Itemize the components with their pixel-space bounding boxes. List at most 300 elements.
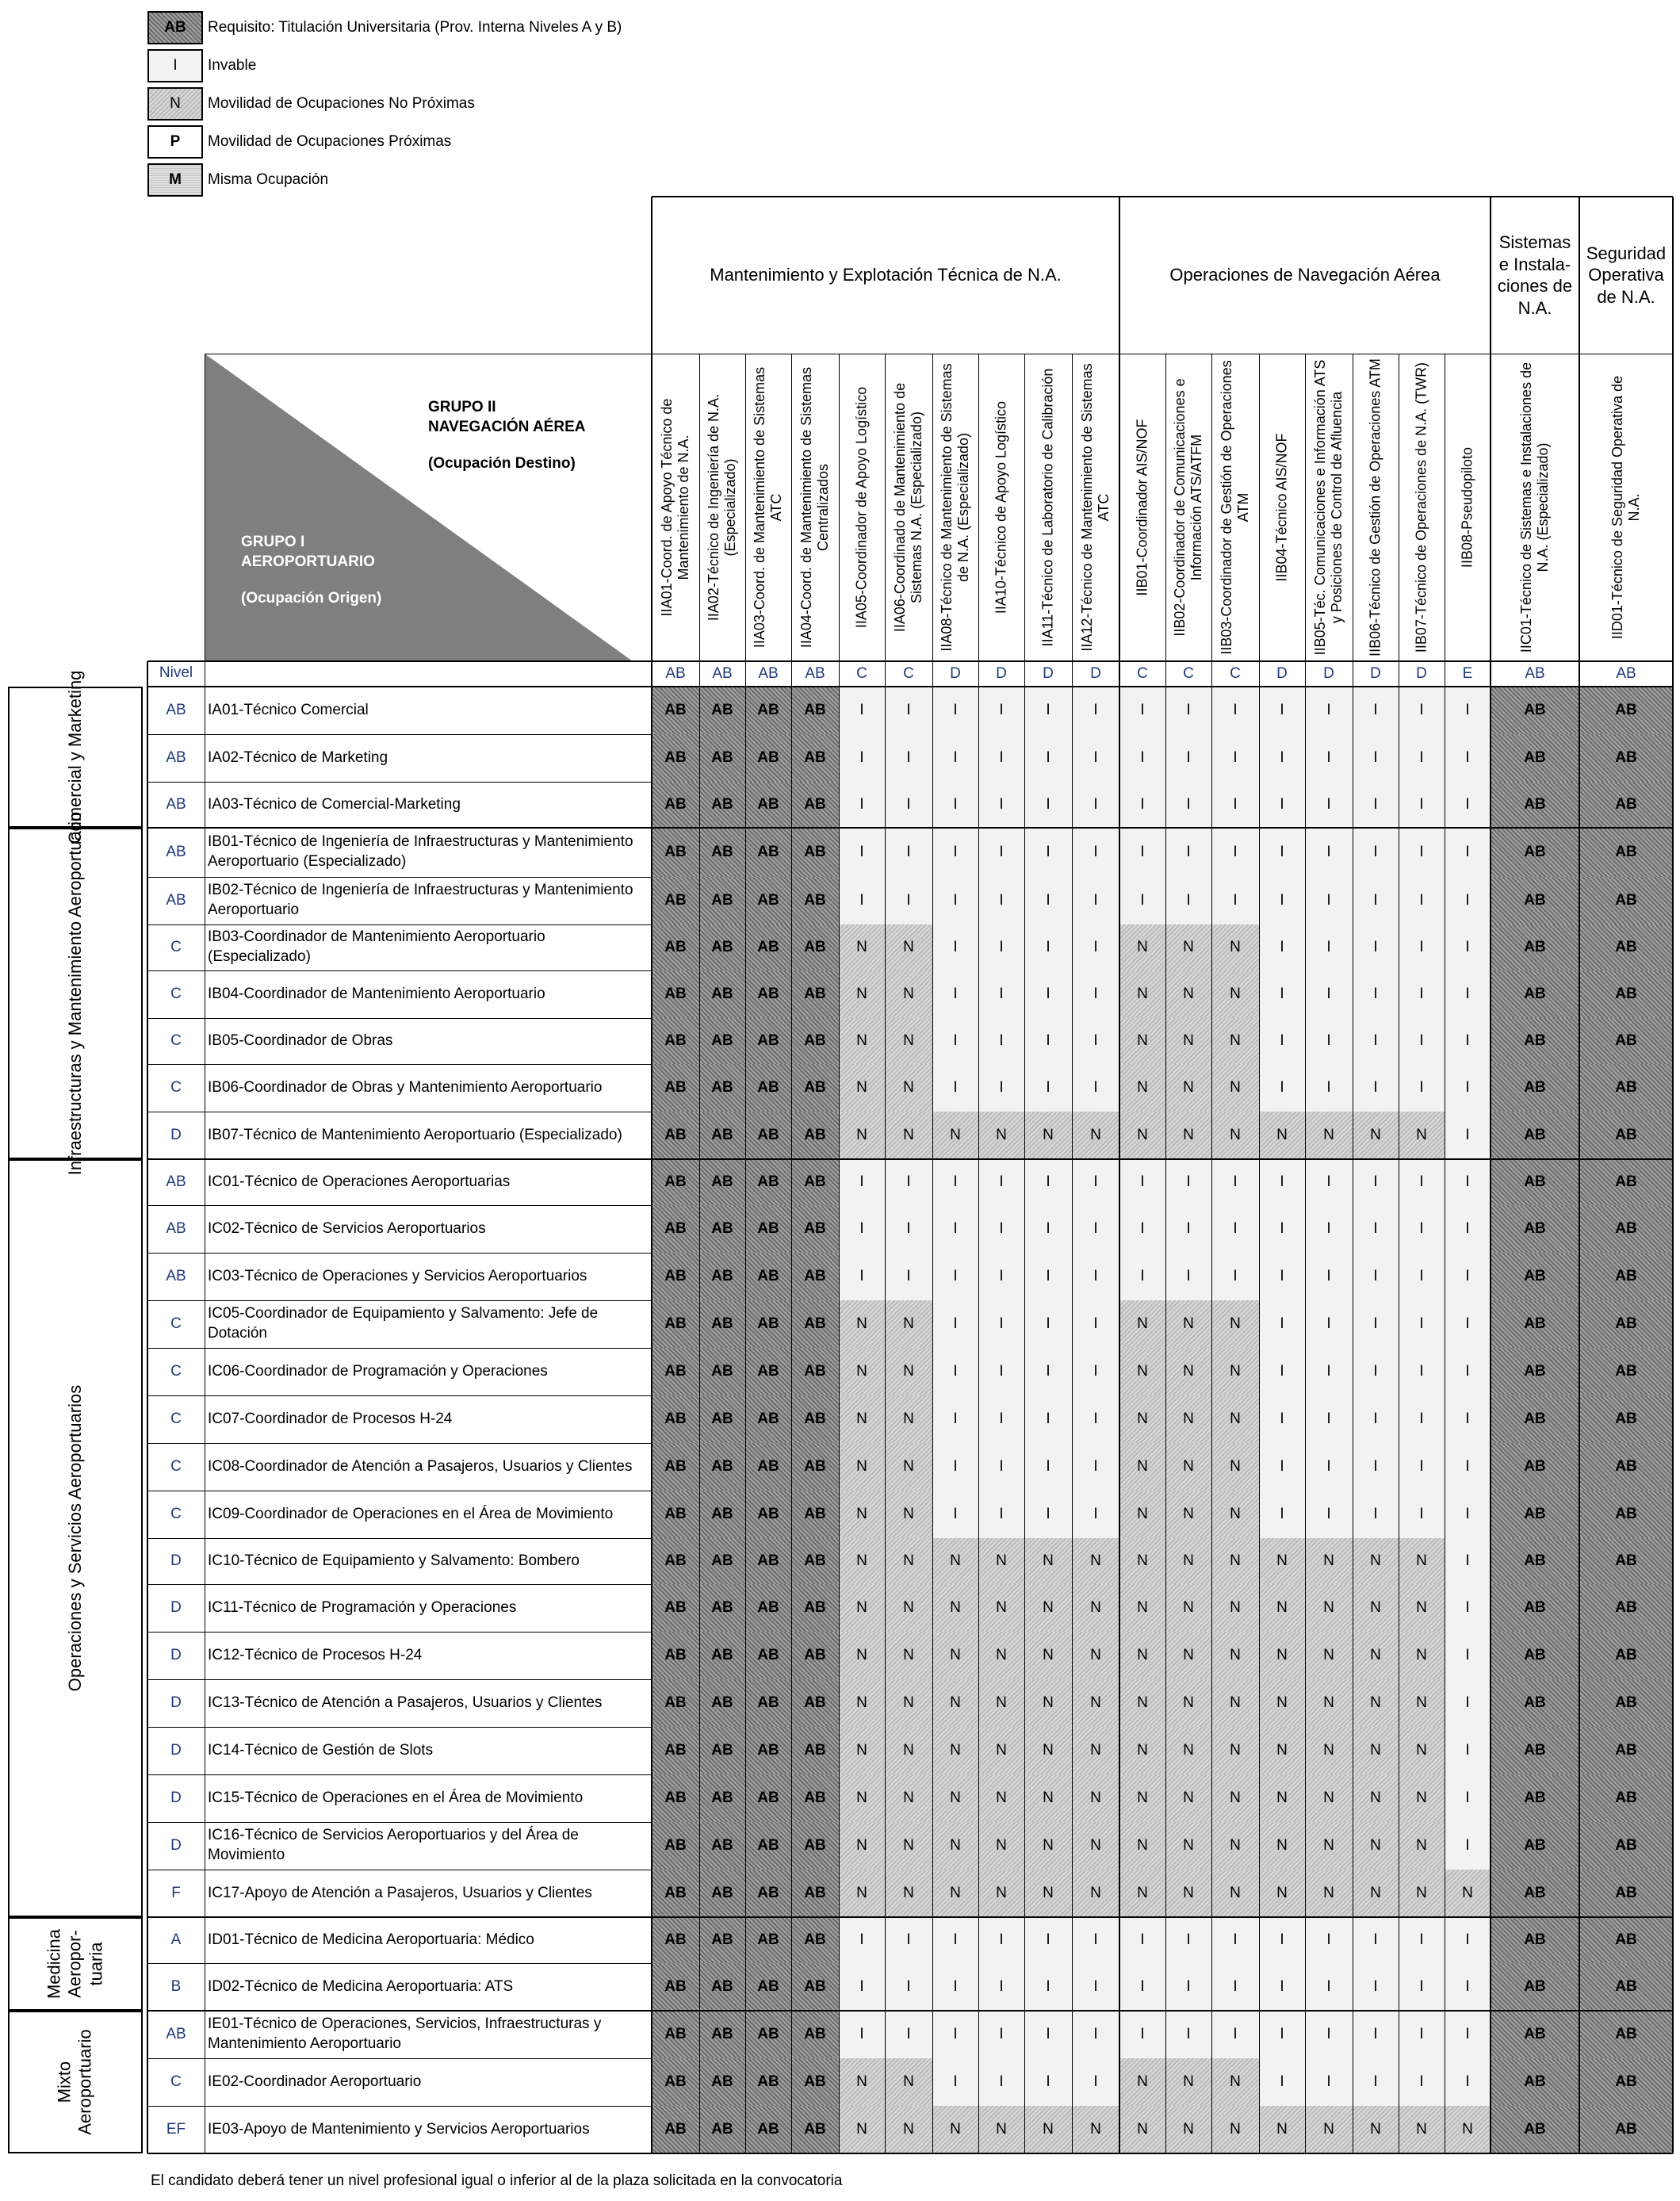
- matrix-cell: N: [1259, 1822, 1305, 1870]
- matrix-cell: AB: [791, 2011, 839, 2058]
- row-occupation-name: IC09-Coordinador de Operaciones en el Área de Movimiento: [208, 1505, 614, 1522]
- matrix-cell: I: [1305, 734, 1353, 782]
- matrix-cell: I: [885, 687, 932, 734]
- grid-line: [1305, 687, 1306, 2153]
- matrix-cell: AB: [652, 1205, 699, 1253]
- grid-line: [147, 1253, 652, 1254]
- matrix-cell: I: [1072, 1253, 1119, 1300]
- matrix-cell: N: [1353, 1727, 1399, 1774]
- matrix-cell: N: [1259, 1679, 1305, 1727]
- row-level: C: [170, 1079, 182, 1096]
- matrix-cell: AB: [1579, 2106, 1673, 2153]
- matrix-cell: I: [932, 1491, 978, 1538]
- column-header-label: IIA10-Técnico de Apoyo Logístico: [993, 400, 1009, 614]
- row-level: D: [170, 1599, 182, 1616]
- column-header: [1119, 354, 1165, 661]
- matrix-cell: N: [1072, 1584, 1119, 1632]
- matrix-cell: I: [932, 1963, 978, 2011]
- matrix-cell: AB: [652, 1064, 699, 1112]
- matrix-cell: I: [1119, 1963, 1165, 2011]
- matrix-cell: AB: [745, 1205, 791, 1253]
- origin-group-note: (Ocupación Origen): [241, 590, 382, 607]
- matrix-cell: AB: [699, 1491, 745, 1538]
- column-group-operations: Operaciones de Navegación Aérea: [1169, 265, 1441, 285]
- matrix-cell: I: [1211, 2011, 1259, 2058]
- matrix-cell: N: [1072, 1538, 1119, 1584]
- row-level: AB: [166, 1268, 186, 1284]
- matrix-cell: N: [839, 1870, 885, 1917]
- matrix-cell: N: [1305, 1632, 1353, 1679]
- matrix-cell: N: [1211, 1822, 1259, 1870]
- matrix-cell: I: [1445, 877, 1491, 924]
- matrix-cell: I: [839, 782, 885, 828]
- column-level: AB: [1616, 665, 1636, 682]
- matrix-cell: I: [839, 1917, 885, 1963]
- matrix-cell: I: [1259, 1917, 1305, 1963]
- matrix-cell: I: [1072, 1018, 1119, 1064]
- matrix-cell: I: [1165, 1159, 1211, 1205]
- matrix-cell: AB: [1491, 2058, 1579, 2106]
- matrix-cell: N: [1119, 1727, 1165, 1774]
- matrix-cell: I: [1259, 924, 1305, 970]
- grid-line: [1119, 197, 1120, 687]
- matrix-cell: AB: [791, 1727, 839, 1774]
- matrix-cell: AB: [791, 1774, 839, 1822]
- grid-line: [1211, 687, 1212, 2153]
- matrix-cell: I: [1399, 2011, 1445, 2058]
- legend-text: Invable: [208, 57, 257, 74]
- matrix-cell: N: [885, 1018, 932, 1064]
- matrix-cell: N: [1024, 2106, 1072, 2153]
- row-level: D: [170, 1790, 182, 1806]
- matrix-cell: AB: [745, 687, 791, 734]
- grid-line: [147, 2058, 652, 2059]
- matrix-cell: AB: [1579, 1159, 1673, 1205]
- matrix-cell: I: [1024, 1348, 1072, 1395]
- matrix-cell: AB: [699, 1963, 745, 2011]
- column-header: [1445, 354, 1491, 661]
- matrix-cell: N: [932, 2106, 978, 2153]
- column-level: D: [996, 665, 1007, 682]
- section-commercial-label: Comercial y Marketing: [64, 670, 85, 844]
- matrix-cell: I: [932, 1205, 978, 1253]
- matrix-cell: N: [1165, 1112, 1211, 1159]
- matrix-cell: I: [1119, 1159, 1165, 1205]
- matrix-cell: I: [978, 1917, 1024, 1963]
- matrix-cell: N: [1165, 1822, 1211, 1870]
- matrix-cell: I: [1211, 734, 1259, 782]
- legend-swatch: P: [147, 125, 203, 159]
- matrix-cell: N: [1211, 2058, 1259, 2106]
- matrix-cell: N: [1211, 1632, 1259, 1679]
- matrix-cell: I: [1399, 687, 1445, 734]
- section-infrastructure-label: Infraestructuras y Mantenimiento Aeroportuario: [64, 811, 85, 1176]
- matrix-cell: I: [932, 924, 978, 970]
- matrix-cell: I: [1445, 924, 1491, 970]
- matrix-cell: N: [1165, 2058, 1211, 2106]
- matrix-cell: I: [978, 1253, 1024, 1300]
- matrix-cell: I: [1445, 1491, 1491, 1538]
- matrix-cell: AB: [745, 1870, 791, 1917]
- matrix-cell: N: [1024, 1870, 1072, 1917]
- legend-swatch: N: [147, 87, 203, 121]
- grid-line: [651, 687, 652, 2153]
- matrix-cell: N: [1211, 1443, 1259, 1491]
- column-header-label: IIA11-Técnico de Laboratorio de Calibración: [1039, 368, 1056, 647]
- matrix-cell: N: [1119, 1443, 1165, 1491]
- matrix-cell: I: [1445, 1584, 1491, 1632]
- matrix-cell: AB: [791, 1348, 839, 1395]
- matrix-cell: AB: [1491, 1159, 1579, 1205]
- matrix-cell: I: [1399, 1917, 1445, 1963]
- matrix-cell: N: [1353, 1679, 1399, 1727]
- matrix-cell: AB: [745, 1538, 791, 1584]
- matrix-cell: AB: [1491, 1679, 1579, 1727]
- matrix-cell: AB: [699, 1822, 745, 1870]
- matrix-cell: I: [1445, 1443, 1491, 1491]
- row-occupation-name: IC02-Técnico de Servicios Aeroportuarios: [208, 1219, 486, 1237]
- legend-text: Movilidad de Ocupaciones Próximas: [208, 133, 452, 150]
- row-occupation-name: ID01-Técnico de Medicina Aeroportuaria: Médico: [208, 1931, 534, 1948]
- matrix-cell: I: [1445, 1300, 1491, 1348]
- matrix-cell: N: [1211, 1679, 1259, 1727]
- matrix-cell: I: [1445, 1822, 1491, 1870]
- matrix-cell: N: [1024, 1538, 1072, 1584]
- matrix-cell: I: [932, 734, 978, 782]
- matrix-cell: I: [839, 2011, 885, 2058]
- matrix-cell: AB: [1491, 1395, 1579, 1443]
- matrix-cell: I: [1305, 1064, 1353, 1112]
- matrix-cell: N: [1119, 1395, 1165, 1443]
- matrix-cell: AB: [791, 1870, 839, 1917]
- matrix-cell: N: [1259, 1870, 1305, 1917]
- column-header-label: IIB01-Coordinador AIS/NOF: [1134, 419, 1150, 596]
- matrix-cell: AB: [745, 1300, 791, 1348]
- matrix-cell: I: [885, 1253, 932, 1300]
- matrix-cell: AB: [699, 877, 745, 924]
- matrix-cell: I: [1399, 1018, 1445, 1064]
- matrix-cell: AB: [652, 1253, 699, 1300]
- matrix-cell: I: [1165, 1205, 1211, 1253]
- matrix-cell: AB: [745, 1253, 791, 1300]
- matrix-cell: AB: [1491, 1538, 1579, 1584]
- matrix-cell: AB: [699, 1018, 745, 1064]
- matrix-cell: I: [839, 1963, 885, 2011]
- matrix-cell: AB: [745, 2106, 791, 2153]
- column-header-label: IIA04-Coord. de Mantenimiento de Sistemas Centralizados: [798, 366, 831, 649]
- matrix-cell: I: [1259, 734, 1305, 782]
- matrix-cell: I: [978, 2011, 1024, 2058]
- grid-line: [699, 687, 700, 2153]
- grid-line: [885, 354, 886, 687]
- row-occupation-name: IE02-Coordinador Aeroportuario: [208, 2073, 422, 2090]
- column-header-label: IIA05-Coordinador de Apoyo Logístico: [853, 386, 870, 629]
- matrix-cell: N: [1211, 1395, 1259, 1443]
- matrix-cell: I: [1165, 1253, 1211, 1300]
- column-header-label: IIA12-Técnico de Mantenimiento de Sistemas ATC: [1078, 363, 1112, 652]
- matrix-cell: N: [839, 1348, 885, 1395]
- grid-line: [147, 782, 652, 783]
- matrix-cell: N: [1072, 1112, 1119, 1159]
- matrix-cell: AB: [699, 782, 745, 828]
- matrix-cell: AB: [652, 2011, 699, 2058]
- matrix-cell: N: [1211, 1064, 1259, 1112]
- row-occupation-name: IB03-Coordinador de Mantenimiento Aeroportuario (Especializado): [208, 928, 545, 965]
- matrix-cell: I: [932, 782, 978, 828]
- grid-line: [791, 687, 792, 2153]
- matrix-cell: I: [1259, 1491, 1305, 1538]
- matrix-cell: AB: [1579, 1205, 1673, 1253]
- matrix-cell: AB: [699, 687, 745, 734]
- grid-line: [147, 1774, 652, 1775]
- matrix-cell: I: [1305, 828, 1353, 877]
- matrix-cell: N: [885, 1491, 932, 1538]
- grid-line: [147, 1963, 652, 1964]
- matrix-cell: I: [1305, 1159, 1353, 1205]
- grid-line: [1490, 687, 1491, 2153]
- legend-swatch: AB: [147, 11, 203, 44]
- matrix-cell: AB: [745, 877, 791, 924]
- grid-line: [699, 354, 700, 687]
- matrix-cell: I: [1024, 2011, 1072, 2058]
- grid-line: [932, 687, 933, 2153]
- matrix-cell: I: [978, 687, 1024, 734]
- column-header: [1165, 354, 1211, 661]
- column-header: [1072, 354, 1119, 661]
- matrix-cell: AB: [1491, 1300, 1579, 1348]
- matrix-cell: I: [1353, 1491, 1399, 1538]
- grid-line: [791, 354, 792, 687]
- row-level: AB: [166, 702, 186, 718]
- matrix-cell: AB: [1491, 687, 1579, 734]
- matrix-cell: N: [1353, 1632, 1399, 1679]
- matrix-cell: I: [1305, 1491, 1353, 1538]
- matrix-cell: AB: [652, 1632, 699, 1679]
- matrix-cell: N: [885, 1538, 932, 1584]
- column-header-label: IIC01-Técnico de Sistemas e Instalaciones de N.A. (Especializado): [1517, 362, 1551, 653]
- matrix-cell: AB: [1491, 2106, 1579, 2153]
- matrix-cell: I: [1445, 2058, 1491, 2106]
- matrix-cell: AB: [1579, 1774, 1673, 1822]
- matrix-cell: N: [1165, 1774, 1211, 1822]
- column-header: [1353, 354, 1399, 661]
- grid-line: [1165, 354, 1166, 687]
- column-header: [1024, 354, 1072, 661]
- matrix-cell: I: [1305, 687, 1353, 734]
- grid-line: [1490, 197, 1491, 687]
- matrix-cell: I: [1305, 970, 1353, 1018]
- matrix-cell: AB: [1579, 1491, 1673, 1538]
- matrix-cell: AB: [1491, 2011, 1579, 2058]
- column-level: AB: [665, 665, 686, 682]
- column-header-label: IIB02-Coordinador de Comunicaciones e Información ATS/ATFM: [1171, 378, 1204, 637]
- grid-line: [932, 354, 933, 687]
- row-occupation-name: IC17-Apoyo de Atención a Pasajeros, Usuarios y Clientes: [208, 1884, 592, 1901]
- matrix-cell: N: [839, 1822, 885, 1870]
- matrix-cell: I: [932, 1159, 978, 1205]
- matrix-cell: I: [1445, 828, 1491, 877]
- matrix-cell: I: [1119, 1205, 1165, 1253]
- row-occupation-name: IA03-Técnico de Comercial-Marketing: [208, 795, 461, 813]
- matrix-cell: AB: [699, 1300, 745, 1348]
- matrix-cell: N: [1024, 1679, 1072, 1727]
- grid-line: [147, 1159, 652, 1160]
- matrix-cell: N: [1165, 1679, 1211, 1727]
- grid-line: [147, 970, 652, 971]
- footer-note: El candidato deberá tener un nivel profesional igual o inferior al de la plaza solicitada en la convocatoria: [151, 2172, 843, 2189]
- matrix-cell: AB: [745, 1443, 791, 1491]
- matrix-cell: I: [839, 828, 885, 877]
- matrix-cell: N: [1259, 1632, 1305, 1679]
- matrix-cell: I: [1072, 924, 1119, 970]
- matrix-cell: I: [1305, 1395, 1353, 1443]
- row-occupation-name: IC16-Técnico de Servicios Aeroportuarios y del Área de Movimiento: [208, 1827, 579, 1863]
- matrix-cell: N: [1399, 1632, 1445, 1679]
- section-medicine: [8, 1917, 143, 2011]
- matrix-cell: N: [932, 1538, 978, 1584]
- matrix-cell: AB: [1491, 1963, 1579, 2011]
- matrix-cell: I: [1399, 1443, 1445, 1491]
- matrix-cell: I: [1353, 1963, 1399, 2011]
- column-level: C: [856, 665, 867, 682]
- column-header: [1259, 354, 1305, 661]
- column-header-label: IIA01-Coord. de Apoyo Técnico de Mantenimiento de N.A.: [658, 398, 691, 617]
- row-level: AB: [166, 1173, 186, 1190]
- matrix-cell: I: [885, 877, 932, 924]
- row-occupation-name: IB06-Coordinador de Obras y Mantenimiento Aeroportuario: [208, 1078, 603, 1096]
- matrix-cell: N: [978, 1727, 1024, 1774]
- matrix-cell: AB: [652, 970, 699, 1018]
- matrix-cell: N: [1119, 1538, 1165, 1584]
- column-level: AB: [758, 665, 779, 682]
- grid-line: [147, 1348, 652, 1349]
- column-header-label: IIB04-Técnico AIS/NOF: [1273, 433, 1290, 582]
- matrix-cell: N: [1165, 1018, 1211, 1064]
- grid-line: [147, 1443, 652, 1444]
- matrix-cell: AB: [1491, 734, 1579, 782]
- matrix-cell: AB: [1491, 782, 1579, 828]
- matrix-cell: I: [978, 1064, 1024, 1112]
- column-level: D: [1323, 665, 1334, 682]
- column-level: D: [1370, 665, 1381, 682]
- matrix-cell: N: [839, 1064, 885, 1112]
- matrix-cell: AB: [652, 924, 699, 970]
- origin-group-subtitle: AEROPORTUARIO: [241, 553, 375, 570]
- grid-line: [147, 1822, 652, 1823]
- matrix-cell: AB: [699, 734, 745, 782]
- matrix-cell: AB: [1579, 828, 1673, 877]
- matrix-cell: I: [1259, 877, 1305, 924]
- matrix-cell: N: [1305, 1584, 1353, 1632]
- matrix-cell: AB: [1579, 1253, 1673, 1300]
- row-level: A: [170, 1931, 182, 1948]
- column-header: [1305, 354, 1353, 661]
- matrix-cell: AB: [1579, 1870, 1673, 1917]
- row-occupation-name: IC15-Técnico de Operaciones en el Área de Movimiento: [208, 1789, 584, 1806]
- matrix-cell: N: [885, 1443, 932, 1491]
- matrix-cell: I: [978, 1491, 1024, 1538]
- matrix-cell: I: [1211, 1253, 1259, 1300]
- matrix-cell: I: [1259, 828, 1305, 877]
- matrix-cell: N: [1305, 1679, 1353, 1727]
- column-header-label: IIB08-Pseudopiloto: [1459, 446, 1475, 568]
- matrix-cell: I: [1024, 924, 1072, 970]
- matrix-cell: AB: [652, 1300, 699, 1348]
- row-occupation-name: IC12-Técnico de Procesos H-24: [208, 1646, 423, 1663]
- column-header: [745, 354, 791, 661]
- section-mixed: [8, 2011, 143, 2153]
- matrix-cell: N: [978, 1112, 1024, 1159]
- matrix-cell: I: [1399, 924, 1445, 970]
- legend-swatch: I: [147, 49, 203, 82]
- matrix-cell: AB: [652, 2106, 699, 2153]
- matrix-cell: I: [1072, 1205, 1119, 1253]
- matrix-cell: I: [1072, 734, 1119, 782]
- matrix-cell: I: [1353, 877, 1399, 924]
- matrix-cell: N: [932, 1584, 978, 1632]
- column-level: D: [1416, 665, 1427, 682]
- matrix-cell: N: [932, 1112, 978, 1159]
- matrix-cell: I: [978, 1300, 1024, 1348]
- matrix-cell: AB: [791, 1822, 839, 1870]
- matrix-cell: I: [885, 1917, 932, 1963]
- matrix-cell: AB: [1491, 1443, 1579, 1491]
- matrix-cell: I: [1119, 734, 1165, 782]
- matrix-cell: N: [1165, 1632, 1211, 1679]
- matrix-cell: N: [1165, 1348, 1211, 1395]
- matrix-cell: I: [1072, 1348, 1119, 1395]
- matrix-cell: N: [1211, 1112, 1259, 1159]
- matrix-cell: N: [885, 1348, 932, 1395]
- matrix-cell: I: [1305, 1963, 1353, 2011]
- grid-line: [147, 661, 148, 2153]
- grid-line: [885, 687, 886, 2153]
- matrix-cell: I: [1259, 1253, 1305, 1300]
- column-header-label: IIB03-Coordinador de Gestión de Operaciones ATM: [1218, 360, 1251, 655]
- matrix-cell: I: [978, 828, 1024, 877]
- matrix-cell: I: [978, 1348, 1024, 1395]
- matrix-cell: I: [1399, 1205, 1445, 1253]
- matrix-cell: N: [1165, 924, 1211, 970]
- grid-line: [1024, 687, 1025, 2153]
- matrix-cell: AB: [1579, 1584, 1673, 1632]
- column-level: D: [1276, 665, 1288, 682]
- matrix-cell: I: [1445, 1253, 1491, 1300]
- row-level: AB: [166, 1220, 186, 1237]
- matrix-cell: I: [1259, 970, 1305, 1018]
- row-level: C: [170, 1458, 182, 1475]
- matrix-cell: I: [1353, 2011, 1399, 2058]
- row-level: D: [170, 1552, 182, 1569]
- column-level: AB: [805, 665, 825, 682]
- matrix-cell: N: [1211, 2106, 1259, 2153]
- legend-text: Movilidad de Ocupaciones No Próximas: [208, 95, 475, 112]
- matrix-cell: AB: [1491, 1253, 1579, 1300]
- matrix-cell: AB: [699, 1253, 745, 1300]
- matrix-cell: AB: [1579, 877, 1673, 924]
- matrix-cell: AB: [652, 1159, 699, 1205]
- column-header: [1211, 354, 1259, 661]
- matrix-cell: I: [1305, 2011, 1353, 2058]
- matrix-cell: I: [1399, 877, 1445, 924]
- matrix-cell: AB: [652, 1348, 699, 1395]
- matrix-cell: I: [1259, 2058, 1305, 2106]
- row-level: AB: [166, 892, 186, 909]
- column-level: C: [1183, 665, 1194, 682]
- matrix-cell: I: [1165, 2011, 1211, 2058]
- matrix-cell: I: [1305, 1348, 1353, 1395]
- matrix-cell: AB: [745, 1348, 791, 1395]
